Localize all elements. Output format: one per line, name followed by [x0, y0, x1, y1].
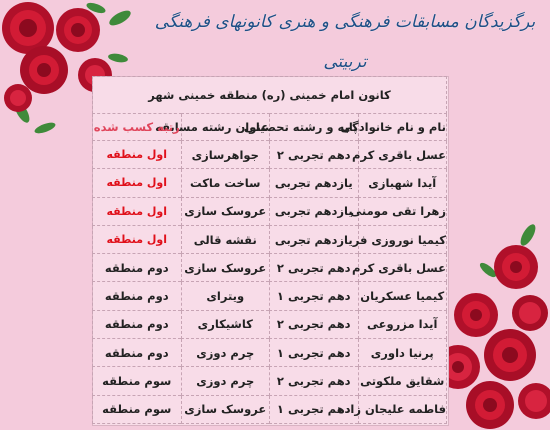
cell-field: عروسک سازی [181, 197, 270, 225]
cell-field: چرم دوزی [181, 367, 270, 395]
header-field: عنوان رشته مسابقه [181, 114, 270, 141]
table-header-row [93, 114, 447, 141]
winners-table [92, 76, 447, 424]
cell-grade: یازدهم تجربی [270, 197, 359, 225]
page-title: برگزیدگان مسابقات فرهنگی و هنری کانونهای فرهنگی تربیتی [154, 12, 536, 72]
cell-grade: دهم تجربی ۱ [270, 282, 359, 310]
cell-rank: اول منطقه [93, 141, 182, 169]
cell-field: عروسک سازی [181, 395, 270, 423]
table-row [93, 310, 447, 338]
cell-name: فاطمه علیجان زاده [358, 395, 447, 423]
cell-grade: دهم تجربی ۲ [270, 310, 359, 338]
cell-field: ساخت ماکت [181, 169, 270, 197]
cell-name: زهرا تقی مومنی [358, 197, 447, 225]
table-row [93, 254, 447, 282]
table-caption: کانون امام خمینی (ره) منطقه خمینی شهر [93, 77, 447, 114]
table-row [93, 197, 447, 225]
cell-field: ویترای [181, 282, 270, 310]
cell-grade: دهم تجربی ۲ [270, 141, 359, 169]
table-row [93, 282, 447, 310]
table-row [93, 225, 447, 253]
cell-name: کیمیا نوروزی فر [358, 225, 447, 253]
cell-field: نقشه قالی [181, 225, 270, 253]
header-grade: پایه و رشته تحصیلی [270, 114, 359, 141]
cell-rank: دوم منطقه [93, 310, 182, 338]
header-rank: رتبه کسب شده [93, 114, 182, 141]
cell-grade: دهم تجربی ۱ [270, 339, 359, 367]
cell-name: پرنیا داوری [358, 339, 447, 367]
cell-grade: دهم تجربی ۲ [270, 254, 359, 282]
cell-grade: دهم تجربی ۲ [270, 367, 359, 395]
header-name: نام و نام خانوادگی [358, 114, 447, 141]
cell-name: آیدا مزروعی [358, 310, 447, 338]
cell-field: عروسک سازی [181, 254, 270, 282]
cell-field: چرم دوزی [181, 339, 270, 367]
cell-name: آیدا شهبازی [358, 169, 447, 197]
cell-name: عسل باقری کرم [358, 141, 447, 169]
cell-grade: دهم تجربی ۱ [270, 395, 359, 423]
cell-field: جواهرسازی [181, 141, 270, 169]
cell-grade: یازدهم تجربی [270, 225, 359, 253]
cell-name: کیمیا عسکریان [358, 282, 447, 310]
cell-rank: اول منطقه [93, 197, 182, 225]
table-row [93, 339, 447, 367]
cell-rank: سوم منطقه [93, 367, 182, 395]
cell-rank: دوم منطقه [93, 254, 182, 282]
table-row [93, 141, 447, 169]
table-row [93, 367, 447, 395]
table-row [93, 169, 447, 197]
cell-field: کاشیکاری [181, 310, 270, 338]
table-row [93, 395, 447, 423]
cell-rank: اول منطقه [93, 169, 182, 197]
cell-rank: دوم منطقه [93, 339, 182, 367]
cell-name: شقایق ملکوتی [358, 367, 447, 395]
cell-grade: یازدهم تجربی [270, 169, 359, 197]
cell-name: عسل باقری کرم [358, 254, 447, 282]
cell-rank: اول منطقه [93, 225, 182, 253]
cell-rank: دوم منطقه [93, 282, 182, 310]
cell-rank: سوم منطقه [93, 395, 182, 423]
